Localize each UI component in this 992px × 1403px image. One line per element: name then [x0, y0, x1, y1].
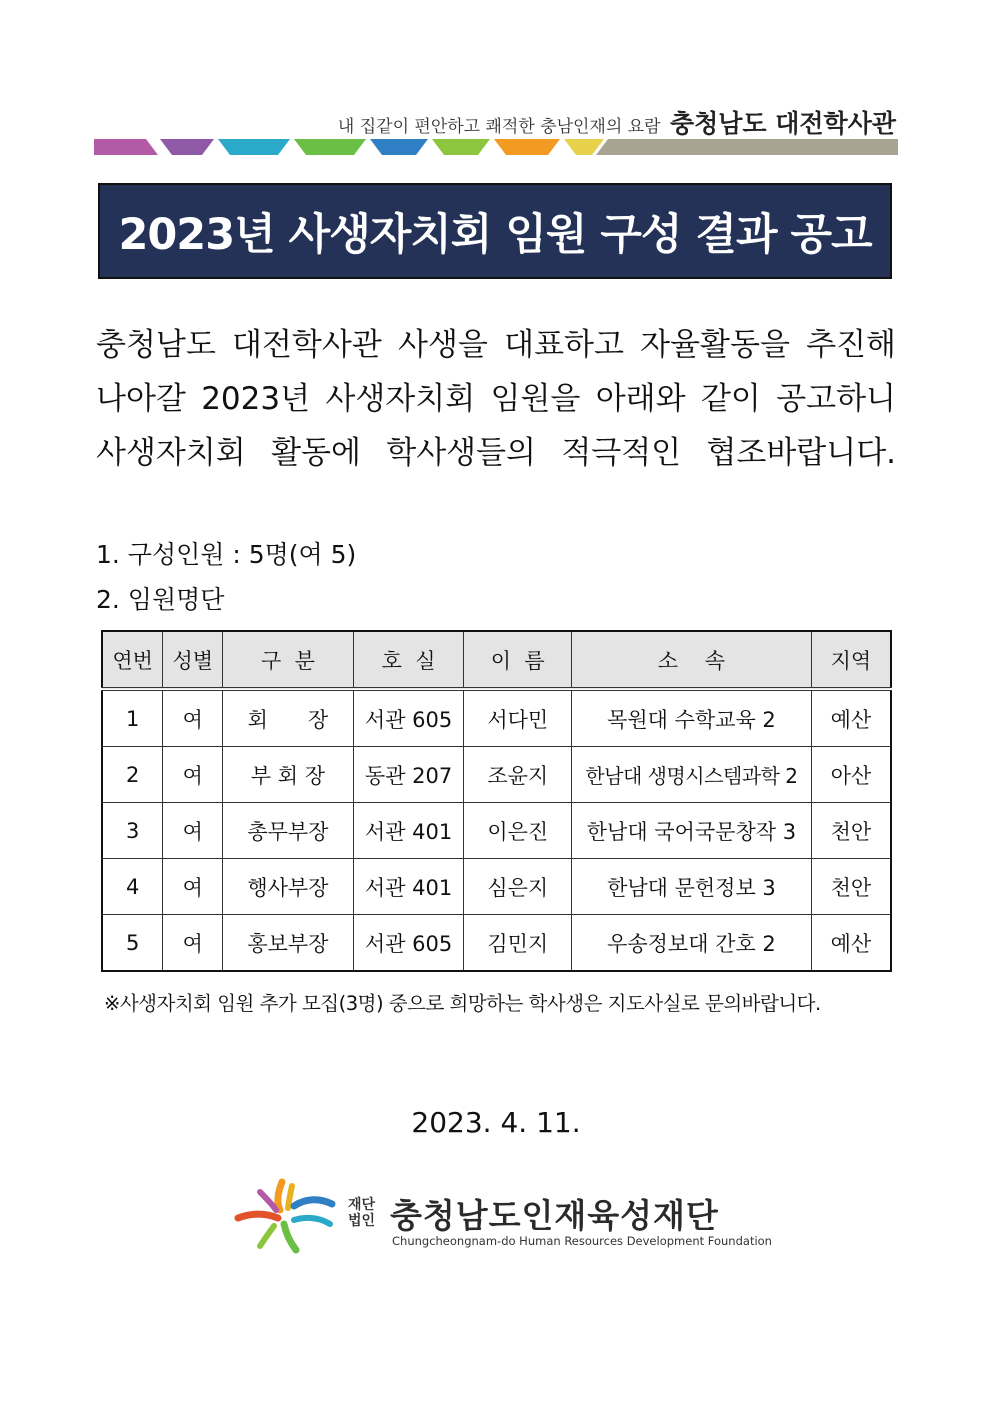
cell-role: 부 회 장 — [223, 747, 354, 803]
cell-gender: 여 — [163, 915, 223, 972]
logo-prefix-line: 재단 — [348, 1197, 376, 1213]
item-member-count: 1. 구성인원 : 5명(여 5) — [96, 540, 357, 569]
recruitment-note: ※사생자치회 임원 추가 모집(3명) 중으로 희망하는 학사생은 지도사실로 문의바랍니다. — [104, 992, 821, 1015]
stripe-segment — [294, 139, 366, 155]
cell-gender: 여 — [163, 689, 223, 747]
cell-no: 5 — [102, 915, 163, 972]
foundation-english-name: Chungcheongnam-do Human Resources Development Foundation — [392, 1234, 772, 1248]
cell-gender: 여 — [163, 747, 223, 803]
cell-affiliation: 우송정보대 간호 2 — [572, 915, 812, 972]
cell-affiliation: 한남대 문헌정보 3 — [572, 859, 812, 915]
item-member-list: 2. 임원명단 — [96, 585, 225, 614]
notice-title-box — [98, 183, 892, 279]
cell-gender: 여 — [163, 859, 223, 915]
cell-name: 조윤지 — [464, 747, 572, 803]
header-cell-no: 연번 — [102, 631, 163, 689]
cell-region: 천안 — [811, 859, 891, 915]
intro-paragraph — [96, 318, 896, 480]
foundation-name: 충청남도인재육성재단 — [390, 1196, 719, 1235]
cell-region: 아산 — [811, 747, 891, 803]
stripe-segment — [94, 139, 158, 155]
cell-affiliation: 한남대 생명시스템과학 2 — [572, 747, 812, 803]
header-cell-region: 지역 — [811, 631, 891, 689]
stripe-segment — [370, 139, 428, 155]
members-table — [101, 630, 892, 972]
stripe-segment — [160, 139, 214, 155]
table-row — [102, 803, 891, 859]
cell-no: 4 — [102, 859, 163, 915]
header-slogan — [338, 104, 896, 140]
cell-room: 서관 401 — [353, 803, 464, 859]
stripe-segment — [596, 139, 898, 155]
cell-role: 회 장 — [223, 689, 354, 747]
cell-room: 서관 605 — [353, 915, 464, 972]
cell-region: 예산 — [811, 915, 891, 972]
intro-line: 충청남도 대전학사관 사생을 대표하고 자율활동을 추진해 — [96, 327, 896, 363]
stripe-segment — [494, 139, 560, 155]
foundation-logo-icon — [234, 1176, 338, 1254]
header-cell-role: 구 분 — [223, 631, 354, 689]
stripe-segment — [218, 139, 290, 155]
cell-role: 홍보부장 — [223, 915, 354, 972]
header-color-stripe — [94, 139, 898, 155]
logo-prefix — [348, 1197, 375, 1229]
cell-region: 예산 — [811, 689, 891, 747]
table-row — [102, 915, 891, 972]
intro-line: 나아갈 2023년 사생자치회 임원을 아래와 같이 공고하니 — [96, 381, 896, 417]
cell-gender: 여 — [163, 803, 223, 859]
header-org-name: 충청남도 대전학사관 — [669, 109, 896, 138]
header-cell-name: 이 름 — [464, 631, 572, 689]
cell-name: 이은진 — [464, 803, 572, 859]
cell-no: 1 — [102, 689, 163, 747]
header-cell-room: 호 실 — [353, 631, 464, 689]
table-row — [102, 689, 891, 747]
intro-line: 사생자치회 활동에 학사생들의 적극적인 협조바랍니다. — [96, 435, 896, 471]
cell-room: 동관 207 — [353, 747, 464, 803]
header-cell-gender: 성별 — [163, 631, 223, 689]
stripe-segment — [432, 139, 490, 155]
notice-date: 2023. 4. 11. — [411, 1106, 581, 1139]
table-header-row — [102, 631, 891, 689]
cell-room: 서관 401 — [353, 859, 464, 915]
cell-region: 천안 — [811, 803, 891, 859]
cell-affiliation: 목원대 수학교육 2 — [572, 689, 812, 747]
table-row — [102, 747, 891, 803]
slogan-text: 내 집같이 편안하고 쾌적한 충남인재의 요람 — [337, 117, 661, 137]
cell-role: 행사부장 — [223, 859, 354, 915]
cell-affiliation: 한남대 국어국문창작 3 — [572, 803, 812, 859]
notice-title: 2023년 사생자치회 임원 구성 결과 공고 — [118, 209, 872, 260]
cell-name: 서다민 — [464, 689, 572, 747]
cell-no: 3 — [102, 803, 163, 859]
cell-no: 2 — [102, 747, 163, 803]
cell-name: 심은지 — [464, 859, 572, 915]
header-cell-affiliation: 소 속 — [572, 631, 812, 689]
table-row — [102, 859, 891, 915]
cell-room: 서관 605 — [353, 689, 464, 747]
cell-name: 김민지 — [464, 915, 572, 972]
cell-role: 총무부장 — [223, 803, 354, 859]
logo-prefix-line: 법인 — [348, 1213, 376, 1229]
